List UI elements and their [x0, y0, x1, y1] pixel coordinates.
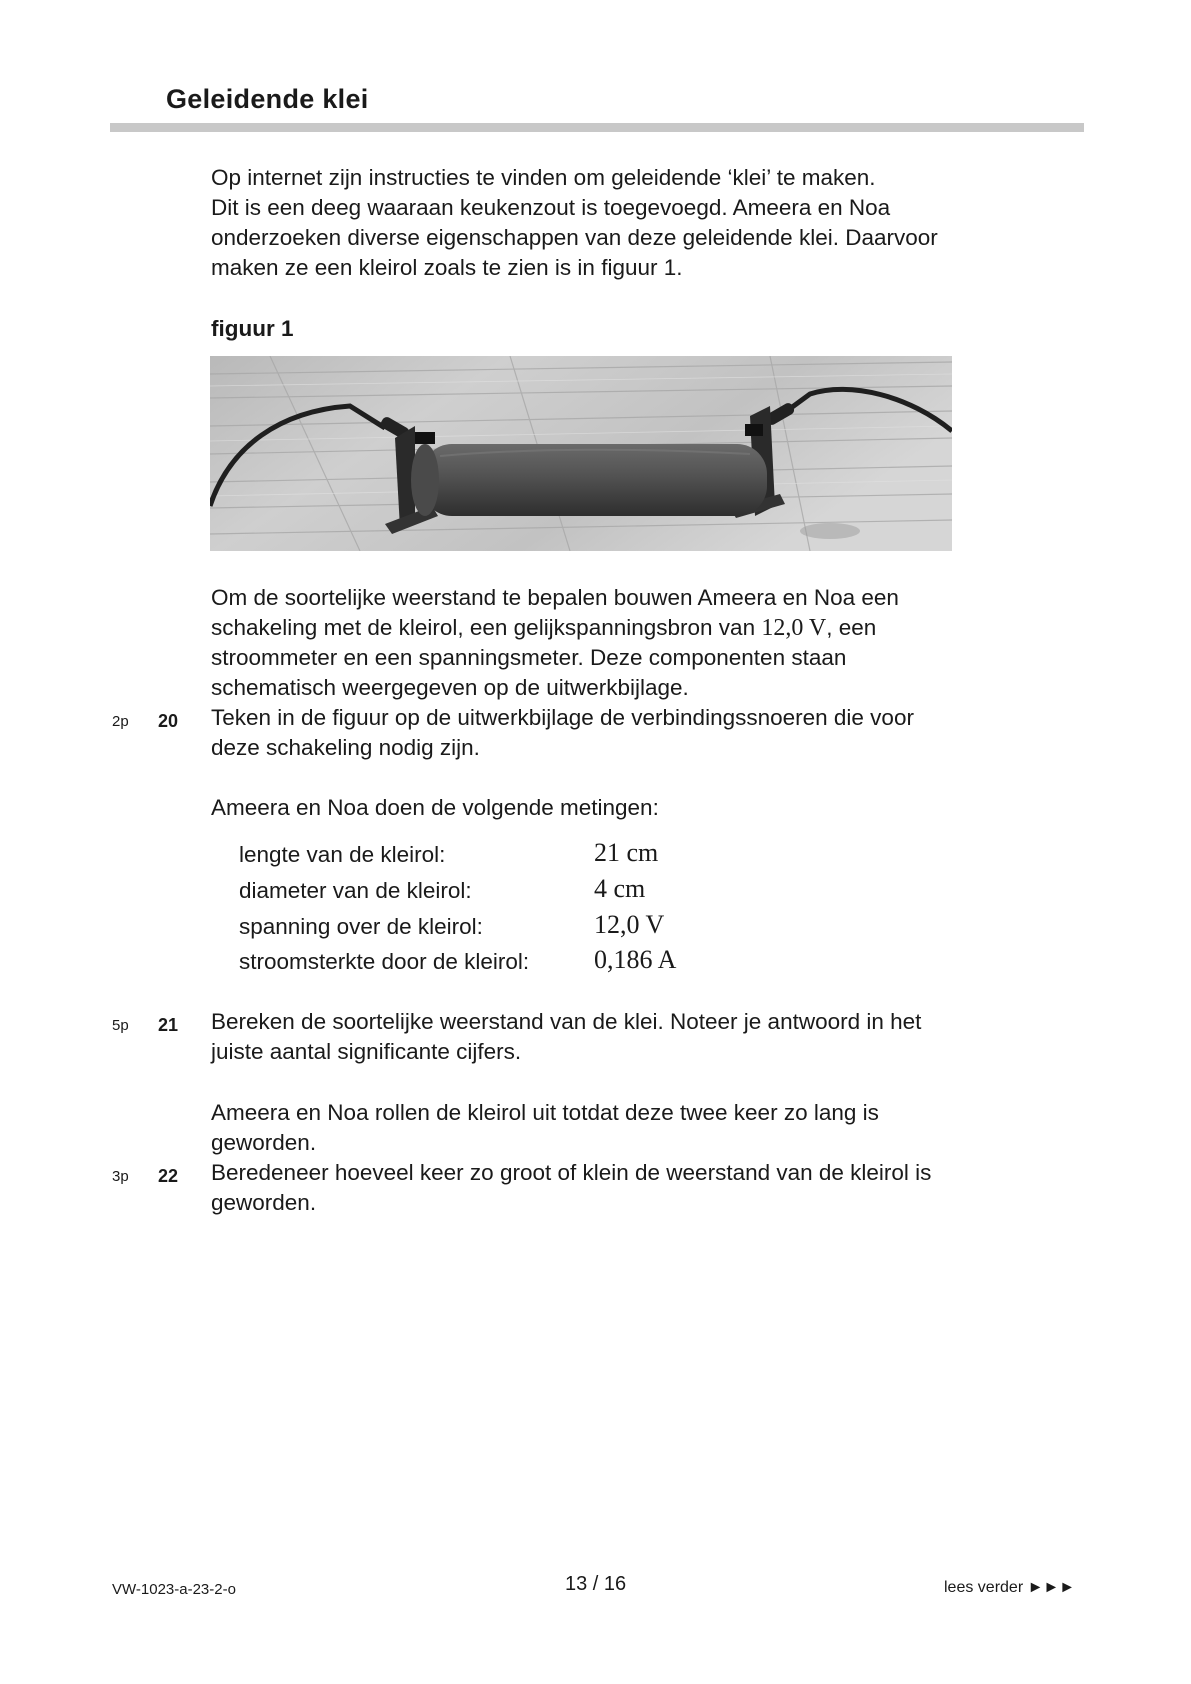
- page-number: 13 / 16: [565, 1573, 627, 1595]
- rollout-paragraph: Ameera en Noa rollen de kleirol uit totdat deze twee keer zo lang is geworden.: [211, 1100, 879, 1155]
- measurement-label: lengte van de kleirol:: [239, 842, 446, 867]
- intro-line: onderzoeken diverse eigenschappen van deze geleidende klei. Daarvoor: [211, 225, 938, 250]
- circuit-line: schakeling met de kleirol, een gelijkspanningsbron van 12,0 V, een: [211, 615, 877, 641]
- measurement-label: diameter van de kleirol:: [239, 878, 472, 903]
- measurement-value: 0,186 A: [594, 945, 677, 974]
- clay-roll-photo: [210, 356, 952, 551]
- intro-line: maken ze een kleirol zoals te zien is in figuur 1.: [211, 255, 683, 280]
- question-points: 2p: [112, 713, 129, 730]
- measurements-intro: Ameera en Noa doen de volgende metingen:: [211, 795, 659, 820]
- measurement-value: 21 cm: [594, 838, 659, 867]
- measurement-value: 12,0 V: [594, 910, 665, 939]
- measurement-row: [239, 838, 759, 872]
- circuit-paragraph: [211, 583, 1061, 703]
- measurement-label: spanning over de kleirol:: [239, 914, 483, 939]
- figure-label: figuur 1: [211, 316, 294, 341]
- measurement-row: [239, 874, 759, 908]
- question-number: 20: [158, 711, 179, 731]
- measurement-label: stroomsterkte door de kleirol:: [239, 949, 530, 974]
- measurement-value: 4 cm: [594, 874, 646, 903]
- intro-line: Op internet zijn instructies te vinden om geleidende ‘klei’ te maken.: [211, 165, 876, 190]
- circuit-line: Om de soortelijke weerstand te bepalen bouwen Ameera en Noa een: [211, 585, 899, 610]
- voltage-value: 12,0 V: [761, 615, 827, 641]
- question-points: 5p: [112, 1017, 129, 1034]
- question-points: 3p: [112, 1168, 129, 1185]
- intro-line: Dit is een deeg waaraan keukenzout is toegevoegd. Ameera en Noa: [211, 195, 891, 220]
- continue-note: lees verder ►►►: [944, 1579, 1076, 1596]
- question-text: Beredeneer hoeveel keer zo groot of klein de weerstand van de kleirol is geworden.: [211, 1160, 932, 1215]
- title-rule: [110, 123, 1084, 132]
- section-title: Geleidende klei: [166, 84, 369, 114]
- question-number: 22: [158, 1166, 179, 1186]
- measurement-row: [239, 910, 759, 944]
- exam-code: VW-1023-a-23-2-o: [112, 1581, 236, 1598]
- question-text: Bereken de soortelijke weerstand van de klei. Noteer je antwoord in het juiste aantal significante cijfers.: [211, 1009, 922, 1064]
- measurement-row: [239, 945, 759, 979]
- circuit-line: schematisch weergegeven op de uitwerkbijlage.: [211, 675, 689, 700]
- question-number: 21: [158, 1015, 179, 1035]
- question-text: Teken in de figuur op de uitwerkbijlage de verbindingssnoeren die voor deze schakeling nodig zijn.: [211, 705, 914, 760]
- circuit-line: stroommeter en een spanningsmeter. Deze componenten staan: [211, 645, 847, 670]
- intro-paragraph: [211, 163, 1061, 283]
